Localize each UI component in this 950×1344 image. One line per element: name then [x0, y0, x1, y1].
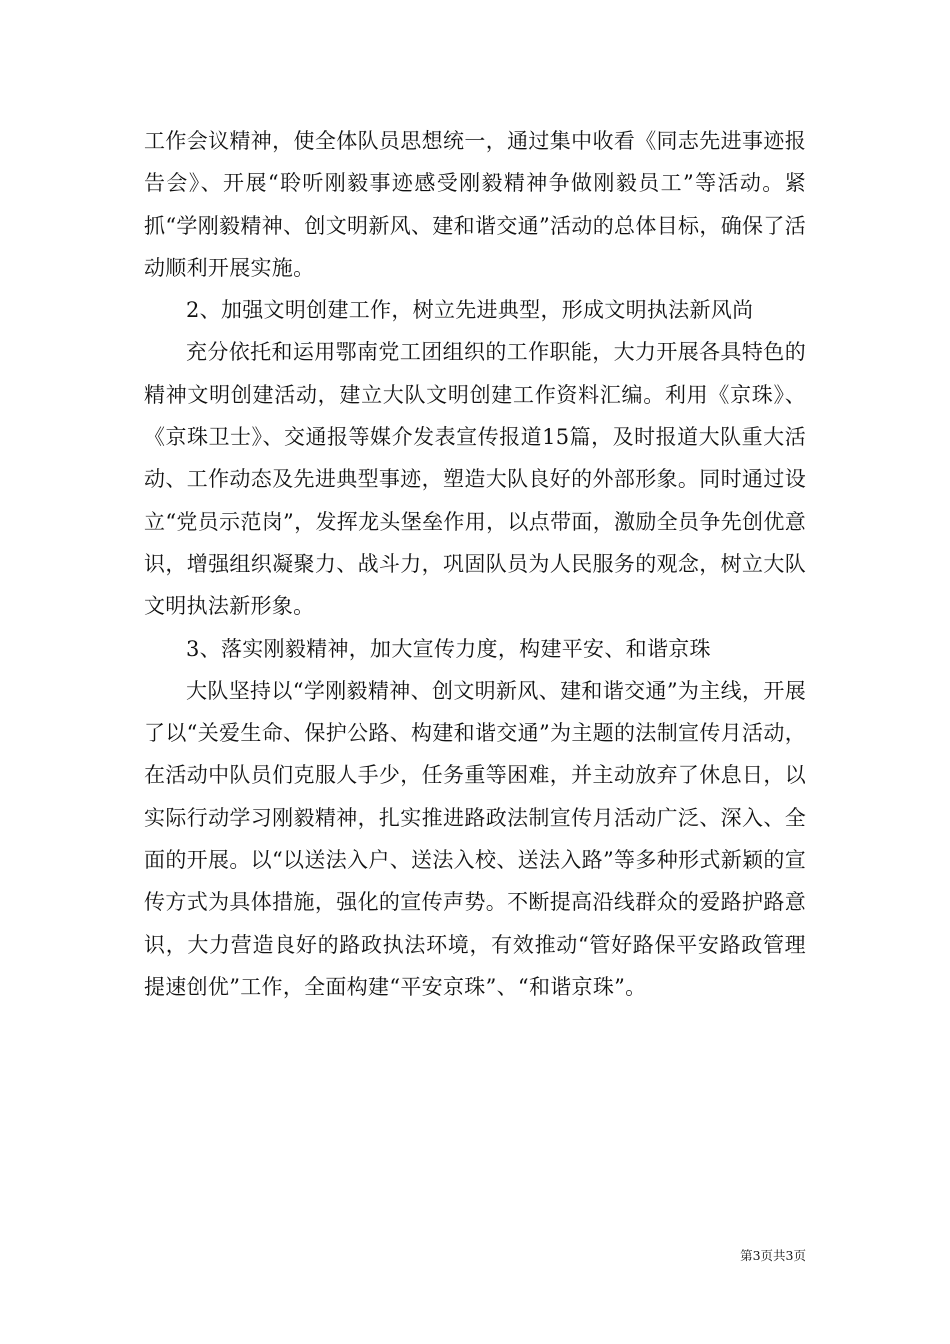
paragraph-continuation: 工作会议精神，使全体队员思想统一，通过集中收看《同志先进事迹报告会》、开展“聆听刚毅事迹感受刚毅精神争做刚毅员工”等活动。紧抓“学刚毅精神、创文明新风、建和谐交通”活动的总体目标，确保了活动顺利开展实施。	[144, 129, 806, 280]
document-body	[144, 120, 806, 1008]
page-number-footer: 第3页共3页	[740, 1248, 806, 1263]
section-heading-2: 2、加强文明创建工作，树立先进典型，形成文明执法新风尚	[186, 298, 754, 323]
paragraph-section-3: 大队坚持以“学刚毅精神、创文明新风、建和谐交通”为主线，开展了以“关爱生命、保护公路、构建和谐交通”为主题的法制宣传月活动，在活动中队员们克服人手少，任务重等困难，并主动放弃了休息日，以实际行动学习刚毅精神，扎实推进路政法制宣传月活动广泛、深入、全面的开展。以“以送法入户、送法入校、送法入路”等多种形式新颖的宣传方式为具体措施，强化的宣传声势。不断提高沿线群众的爱路护路意识，大力营造良好的路政执法环境，有效推动“管好路保平安路政管理提速创优”工作，全面构建“平安京珠”、“和谐京珠”。	[144, 678, 806, 999]
section-heading-3: 3、落实刚毅精神，加大宣传力度，构建平安、和谐京珠	[186, 636, 711, 661]
paragraph-section-2: 充分依托和运用鄂南党工团组织的工作职能，大力开展各具特色的精神文明创建活动，建立大队文明创建工作资料汇编。利用《京珠》、《京珠卫士》、交通报等媒介发表宣传报道15篇，及时报道大队重大活动、工作动态及先进典型事迹，塑造大队良好的外部形象。同时通过设立“党员示范岗”，发挥龙头堡垒作用，以点带面，激励全员争先创优意识，增强组织凝聚力、战斗力，巩固队员为人民服务的观念，树立大队文明执法新形象。	[144, 340, 806, 619]
